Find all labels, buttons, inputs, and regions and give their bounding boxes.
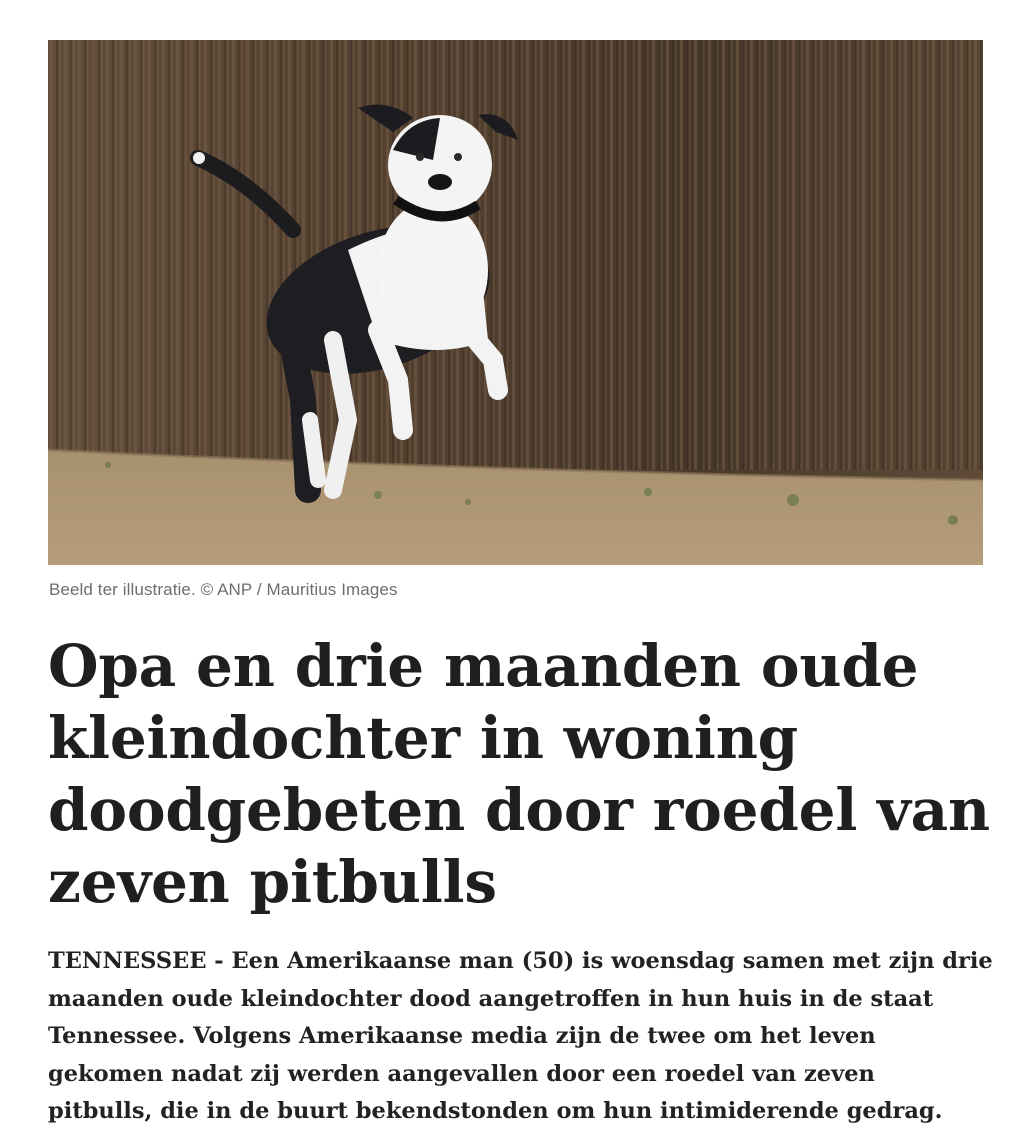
headline-line: kleindochter in woning bbox=[48, 704, 799, 772]
headline-line: Opa en drie maanden oude bbox=[48, 632, 919, 700]
article-headline bbox=[48, 630, 993, 918]
lead-line: gekomen nadat zij werden aangevallen door een roedel van zeven bbox=[48, 1060, 875, 1087]
image-caption: Beeld ter illustratie. © ANP / Mauritius Images bbox=[49, 580, 398, 599]
article-lead-paragraph bbox=[48, 943, 1003, 1131]
lead-line: Tennessee. Volgens Amerikaanse media zijn de twee om het leven bbox=[48, 1023, 876, 1049]
headline-line: doodgebeten door roedel van bbox=[48, 776, 990, 844]
article-hero-image[interactable] bbox=[48, 40, 983, 565]
headline-line: zeven pitbulls bbox=[48, 848, 497, 916]
lead-line: pitbulls, die in de buurt bekendstonden om hun intimiderende gedrag. bbox=[48, 1098, 943, 1124]
lead-line: maanden oude kleindochter dood aangetroffen in hun huis in de staat bbox=[48, 985, 934, 1012]
dog-running-photo bbox=[48, 40, 983, 565]
lead-line: TENNESSEE - Een Amerikaanse man (50) is woensdag samen met zijn drie bbox=[48, 948, 993, 974]
